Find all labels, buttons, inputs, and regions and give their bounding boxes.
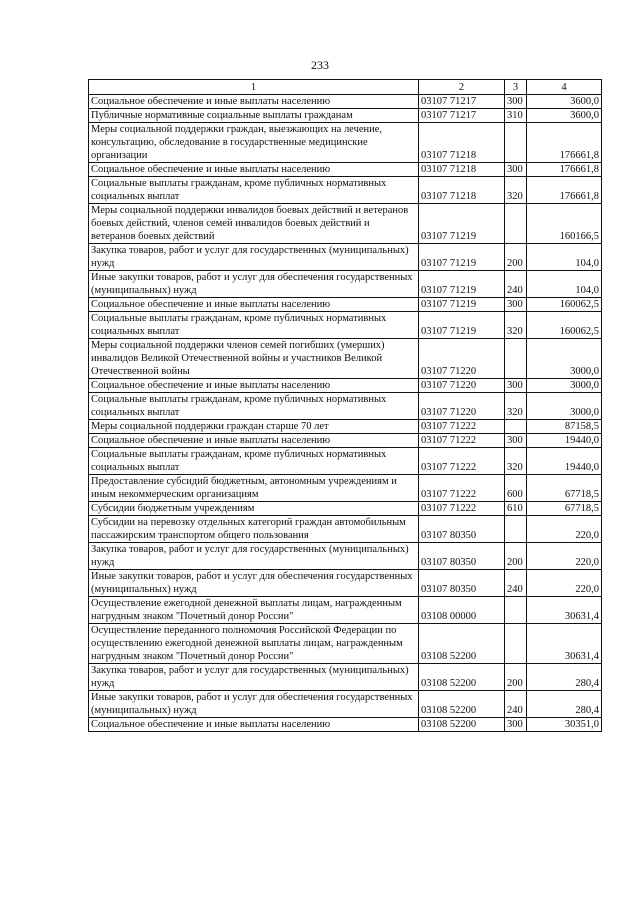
row-amount: 220,0 [527,543,602,570]
row-type: 300 [505,718,527,732]
row-name: Субсидии на перевозку отдельных категорий граждан автомобильным пассажирским транспортом общего пользования [89,516,419,543]
row-type: 300 [505,379,527,393]
row-name: Иные закупки товаров, работ и услуг для обеспечения государственных (муниципальных) нужд [89,691,419,718]
row-amount: 280,4 [527,691,602,718]
table-row [89,718,602,732]
table-row [89,475,602,502]
table-row [89,109,602,123]
row-amount: 160062,5 [527,298,602,312]
row-name: Социальное обеспечение и иные выплаты населению [89,434,419,448]
row-name: Меры социальной поддержки граждан старше 70 лет [89,420,419,434]
row-code: 03107 71217 [419,95,505,109]
row-type [505,420,527,434]
row-code: 03108 00000 [419,597,505,624]
row-code: 03107 71222 [419,502,505,516]
row-code: 03107 71220 [419,393,505,420]
row-code: 03107 71222 [419,434,505,448]
row-type [505,516,527,543]
row-code: 03107 71219 [419,271,505,298]
row-code: 03107 71218 [419,177,505,204]
table-row [89,597,602,624]
row-code: 03107 71218 [419,163,505,177]
row-name: Социальное обеспечение и иные выплаты населению [89,163,419,177]
row-amount: 104,0 [527,271,602,298]
table-row [89,516,602,543]
row-code: 03108 52200 [419,691,505,718]
row-name: Закупка товаров, работ и услуг для государственных (муниципальных) нужд [89,543,419,570]
table-row [89,123,602,163]
row-amount: 176661,8 [527,177,602,204]
row-type: 320 [505,448,527,475]
row-type: 200 [505,664,527,691]
page-number: 233 [311,58,329,72]
row-amount: 3000,0 [527,339,602,379]
row-type: 200 [505,543,527,570]
row-amount: 30631,4 [527,624,602,664]
row-name: Закупка товаров, работ и услуг для государственных (муниципальных) нужд [89,664,419,691]
row-amount: 160062,5 [527,312,602,339]
table-row [89,434,602,448]
row-amount: 87158,5 [527,420,602,434]
header-cell: 1 [89,80,419,95]
row-amount: 19440,0 [527,434,602,448]
row-code: 03107 71222 [419,475,505,502]
table-body [89,95,602,732]
row-type: 600 [505,475,527,502]
row-name: Социальное обеспечение и иные выплаты населению [89,298,419,312]
row-name: Социальное обеспечение и иные выплаты населению [89,718,419,732]
table-row [89,379,602,393]
table-row [89,420,602,434]
row-name: Социальные выплаты гражданам, кроме публичных нормативных социальных выплат [89,177,419,204]
row-type: 300 [505,298,527,312]
row-type: 320 [505,393,527,420]
row-code: 03107 71220 [419,339,505,379]
row-type: 320 [505,177,527,204]
row-type: 300 [505,95,527,109]
row-amount: 3000,0 [527,393,602,420]
row-amount: 67718,5 [527,502,602,516]
table-row [89,312,602,339]
row-amount: 67718,5 [527,475,602,502]
row-name: Социальное обеспечение и иные выплаты населению [89,379,419,393]
row-code: 03107 80350 [419,516,505,543]
table-row [89,543,602,570]
row-type: 300 [505,434,527,448]
row-code: 03107 71219 [419,244,505,271]
row-name: Социальные выплаты гражданам, кроме публичных нормативных социальных выплат [89,448,419,475]
budget-table [88,79,602,732]
table-row [89,204,602,244]
row-type: 240 [505,691,527,718]
table-row [89,271,602,298]
row-amount: 30351,0 [527,718,602,732]
row-type: 310 [505,109,527,123]
header-cell: 3 [505,80,527,95]
row-code: 03108 52200 [419,624,505,664]
header-cell: 2 [419,80,505,95]
table-row [89,448,602,475]
row-name: Публичные нормативные социальные выплаты гражданам [89,109,419,123]
row-code: 03107 80350 [419,543,505,570]
row-type: 320 [505,312,527,339]
table-row [89,624,602,664]
row-code: 03108 52200 [419,664,505,691]
row-type [505,624,527,664]
row-amount: 176661,8 [527,163,602,177]
table-row [89,691,602,718]
table-row [89,664,602,691]
row-type [505,597,527,624]
row-name: Закупка товаров, работ и услуг для государственных (муниципальных) нужд [89,244,419,271]
row-name: Меры социальной поддержки членов семей погибших (умерших) инвалидов Великой Отечественной войны и участников Великой Отечественной войны [89,339,419,379]
table-row [89,244,602,271]
table-row [89,163,602,177]
row-name: Иные закупки товаров, работ и услуг для обеспечения государственных (муниципальных) нужд [89,271,419,298]
row-code: 03108 52200 [419,718,505,732]
row-name: Осуществление переданного полномочия Российской Федерации по осуществлению ежегодной денежной выплаты лицам, награжденным нагрудным знаком "Почетный донор России" [89,624,419,664]
row-code: 03107 71222 [419,448,505,475]
table-row [89,570,602,597]
row-code: 03107 80350 [419,570,505,597]
row-amount: 30631,4 [527,597,602,624]
row-amount: 220,0 [527,516,602,543]
row-type [505,339,527,379]
table-row [89,393,602,420]
row-name: Социальное обеспечение и иные выплаты населению [89,95,419,109]
row-code: 03107 71220 [419,379,505,393]
table-row [89,502,602,516]
row-amount: 3000,0 [527,379,602,393]
row-type: 200 [505,244,527,271]
row-amount: 160166,5 [527,204,602,244]
row-amount: 19440,0 [527,448,602,475]
row-name: Предоставление субсидий бюджетным, автономным учреждениям и иным некоммерческим организациям [89,475,419,502]
row-type [505,204,527,244]
row-code: 03107 71219 [419,204,505,244]
row-code: 03107 71219 [419,298,505,312]
table-header-row [89,80,602,95]
row-code: 03107 71219 [419,312,505,339]
row-amount: 280,4 [527,664,602,691]
row-code: 03107 71218 [419,123,505,163]
header-cell: 4 [527,80,602,95]
table-row [89,177,602,204]
row-name: Социальные выплаты гражданам, кроме публичных нормативных социальных выплат [89,312,419,339]
row-type [505,123,527,163]
row-amount: 176661,8 [527,123,602,163]
row-type: 300 [505,163,527,177]
table-row [89,339,602,379]
row-type: 610 [505,502,527,516]
row-name: Иные закупки товаров, работ и услуг для обеспечения государственных (муниципальных) нужд [89,570,419,597]
row-name: Социальные выплаты гражданам, кроме публичных нормативных социальных выплат [89,393,419,420]
table-row [89,298,602,312]
row-amount: 220,0 [527,570,602,597]
row-amount: 3600,0 [527,109,602,123]
row-name: Осуществление ежегодной денежной выплаты лицам, награжденным нагрудным знаком "Почетный донор России" [89,597,419,624]
row-name: Меры социальной поддержки граждан, выезжающих на лечение, консультацию, обследование в государственные медицинские организации [89,123,419,163]
table-row [89,95,602,109]
row-code: 03107 71217 [419,109,505,123]
row-type: 240 [505,271,527,298]
row-amount: 104,0 [527,244,602,271]
row-amount: 3600,0 [527,95,602,109]
row-code: 03107 71222 [419,420,505,434]
row-name: Меры социальной поддержки инвалидов боевых действий и ветеранов боевых действий, членов семей инвалидов боевых действий и ветеранов боевых действий [89,204,419,244]
row-name: Субсидии бюджетным учреждениям [89,502,419,516]
row-type: 240 [505,570,527,597]
